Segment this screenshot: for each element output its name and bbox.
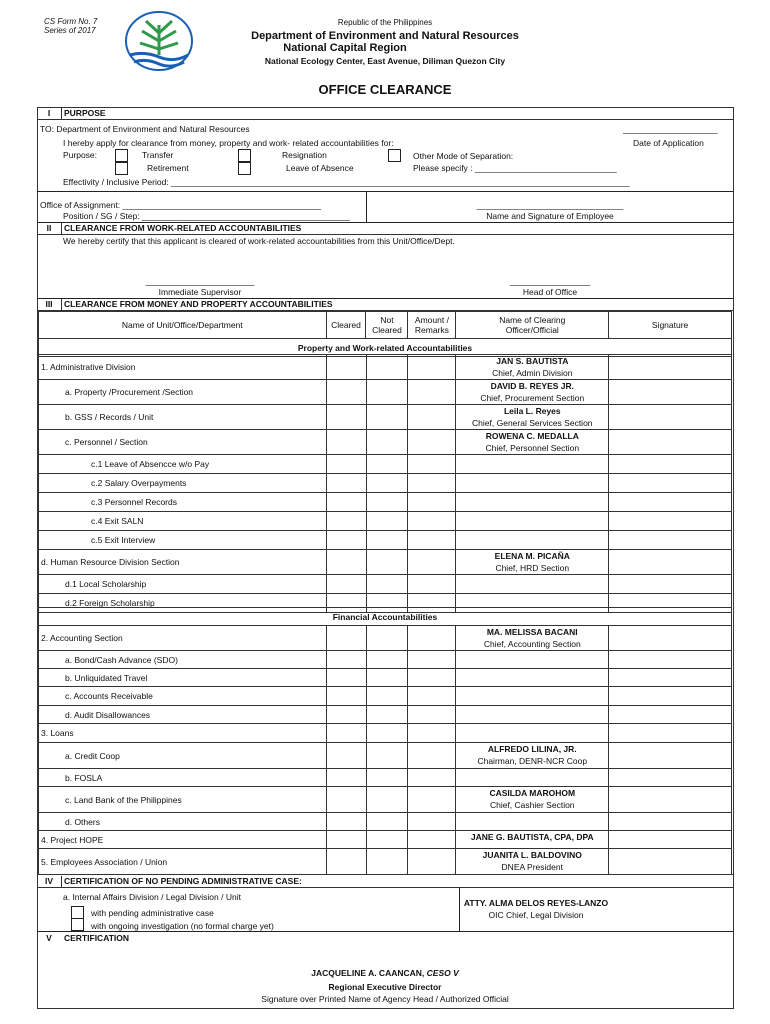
- section-2-header: II CLEARANCE FROM WORK-RELATED ACCOUNTABILITIES: [37, 222, 733, 235]
- section-4-header: IV CERTIFICATION OF NO PENDING ADMINISTRATIVE CASE:: [37, 874, 733, 888]
- unit-name: c. Accounts Receivable: [39, 687, 327, 706]
- clearing-officer: [456, 355, 609, 380]
- officer-name: Leila L. Reyes: [503, 406, 561, 416]
- to-line: TO: Department of Environment and Natural Resources: [40, 124, 250, 134]
- table-row: [39, 531, 732, 550]
- unit-name: d.2 Foreign Scholarship: [39, 594, 327, 613]
- cleared-cell[interactable]: [326, 743, 366, 769]
- remarks-cell[interactable]: [408, 706, 456, 724]
- remarks-cell[interactable]: [408, 430, 456, 455]
- col-officer: Name of Clearing Officer/Official: [456, 312, 609, 339]
- legal-officer-title: OIC Chief, Legal Division: [488, 910, 584, 920]
- unit-name: c.2 Salary Overpayments: [39, 474, 327, 493]
- table-row: [39, 626, 732, 651]
- table-row: [39, 687, 732, 706]
- not-cleared-cell[interactable]: [366, 743, 408, 769]
- table-row: [39, 849, 732, 875]
- resignation-checkbox[interactable]: [238, 149, 251, 162]
- remarks-cell[interactable]: [408, 769, 456, 787]
- unit-name: a. Bond/Cash Advance (SDO): [39, 651, 327, 669]
- cleared-cell[interactable]: [326, 455, 366, 474]
- signature-cell[interactable]: [609, 575, 732, 594]
- unit-name: 5. Employees Association / Union: [39, 849, 327, 875]
- officer-title: Chief, Admin Division: [492, 368, 573, 378]
- signature-cell[interactable]: [609, 813, 732, 831]
- not-cleared-cell[interactable]: [366, 769, 408, 787]
- denr-logo: [124, 11, 194, 71]
- remarks-cell[interactable]: [408, 493, 456, 512]
- signature-cell[interactable]: [609, 405, 732, 430]
- head-of-office-label: Head of Office: [522, 287, 578, 297]
- remarks-cell[interactable]: [408, 849, 456, 875]
- not-cleared-cell[interactable]: [366, 512, 408, 531]
- remarks-cell[interactable]: [408, 724, 456, 743]
- unit-name: a. Credit Coop: [39, 743, 327, 769]
- remarks-cell[interactable]: [408, 405, 456, 430]
- cleared-cell[interactable]: [326, 787, 366, 813]
- officer-name: DAVID B. REYES JR.: [490, 381, 575, 391]
- cleared-cell[interactable]: [326, 405, 366, 430]
- unit-name: c.1 Leave of Absencce w/o Pay: [39, 455, 327, 474]
- col-not-cleared: Not Cleared: [366, 312, 408, 339]
- clearing-officer: [456, 849, 609, 875]
- column-header-table: [38, 311, 732, 357]
- signature-cell[interactable]: [609, 687, 732, 706]
- not-cleared-cell[interactable]: [366, 651, 408, 669]
- remarks-cell[interactable]: [408, 626, 456, 651]
- unit-name: c.3 Personnel Records: [39, 493, 327, 512]
- remarks-cell[interactable]: [408, 512, 456, 531]
- unit-name: d. Human Resource Division Section: [39, 550, 327, 575]
- signature-cell[interactable]: [609, 474, 732, 493]
- signature-cell[interactable]: [609, 455, 732, 474]
- clearing-officer: [456, 743, 609, 769]
- not-cleared-cell[interactable]: [366, 405, 408, 430]
- not-cleared-cell[interactable]: [366, 531, 408, 550]
- form-number: CS Form No. 7: [44, 17, 98, 26]
- cleared-cell[interactable]: [326, 512, 366, 531]
- transfer-checkbox[interactable]: [115, 149, 128, 162]
- remarks-cell[interactable]: [408, 743, 456, 769]
- unit-name: b. GSS / Records / Unit: [39, 405, 327, 430]
- unit-name: c.5 Exit Interview: [39, 531, 327, 550]
- remarks-cell[interactable]: [408, 651, 456, 669]
- not-cleared-cell[interactable]: [366, 687, 408, 706]
- signature-cell[interactable]: [609, 669, 732, 687]
- clearing-officer: [456, 455, 609, 474]
- clearing-officer: [456, 724, 609, 743]
- date-line: ____________________: [623, 124, 718, 134]
- table-row: [39, 380, 732, 405]
- clearing-officer: [456, 575, 609, 594]
- cleared-cell[interactable]: [326, 355, 366, 380]
- cleared-cell[interactable]: [326, 687, 366, 706]
- signature-cell[interactable]: [609, 531, 732, 550]
- table-row: [39, 706, 732, 724]
- other-mode-checkbox[interactable]: [388, 149, 401, 162]
- cleared-cell[interactable]: [326, 550, 366, 575]
- officer-name: MA. MELISSA BACANI: [486, 627, 578, 637]
- cleared-cell[interactable]: [326, 380, 366, 405]
- supervisor-signature-line[interactable]: _______________________: [145, 276, 255, 286]
- remarks-cell[interactable]: [408, 813, 456, 831]
- officer-name: ELENA M. PICAÑA: [494, 551, 570, 561]
- not-cleared-cell[interactable]: [366, 724, 408, 743]
- agency-head-position: Regional Executive Director: [328, 982, 442, 992]
- table-row: [39, 512, 732, 531]
- clearing-officer: [456, 669, 609, 687]
- officer-title: Chief, General Services Section: [472, 418, 593, 428]
- unit-name: 4. Project HOPE: [39, 831, 327, 849]
- agency-head-caption[interactable]: Signature over Printed Name of Agency Head / Authorized Official: [261, 994, 509, 1004]
- clearing-officer: [456, 813, 609, 831]
- signature-cell[interactable]: [609, 724, 732, 743]
- officer-title: Chief, Procurement Section: [480, 393, 585, 403]
- republic-label: Republic of the Philippines: [337, 18, 433, 27]
- work-certify-statement: We hereby certify that this applicant is cleared of work-related accountabilities from this Unit/Office/Dept.: [63, 236, 455, 246]
- unit-name: d. Others: [39, 813, 327, 831]
- not-cleared-cell[interactable]: [366, 575, 408, 594]
- remarks-cell[interactable]: [408, 575, 456, 594]
- cleared-cell[interactable]: [326, 651, 366, 669]
- table-row: [39, 831, 732, 849]
- clearing-officer: [456, 405, 609, 430]
- remarks-cell[interactable]: [408, 787, 456, 813]
- purpose-label: Purpose:: [63, 150, 98, 160]
- apply-statement: I hereby apply for clearance from money, property and work- related accountabilities for:: [63, 138, 394, 148]
- officer-title: Chief, HRD Section: [495, 563, 570, 573]
- unit-name: c. Personnel / Section: [39, 430, 327, 455]
- signature-cell[interactable]: [609, 493, 732, 512]
- clearing-officer: [456, 651, 609, 669]
- cleared-cell[interactable]: [326, 430, 366, 455]
- remarks-cell[interactable]: [408, 474, 456, 493]
- cleared-cell[interactable]: [326, 669, 366, 687]
- cleared-cell[interactable]: [326, 724, 366, 743]
- signature-cell[interactable]: [609, 512, 732, 531]
- clearing-officer: [456, 430, 609, 455]
- not-cleared-cell[interactable]: [366, 831, 408, 849]
- remarks-cell[interactable]: [408, 380, 456, 405]
- section-2-title: CLEARANCE FROM WORK-RELATED ACCOUNTABILITIES: [64, 223, 302, 233]
- officer-name: CASILDA MAROHOM: [489, 788, 576, 798]
- table-row: [39, 769, 732, 787]
- remarks-cell[interactable]: [408, 669, 456, 687]
- unit-name: c.4 Exit SALN: [39, 512, 327, 531]
- employee-signature-label: Name and Signature of Employee: [486, 211, 614, 221]
- unit-name: 1. Administrative Division: [39, 355, 327, 380]
- table-row: [39, 575, 732, 594]
- table-row: [39, 669, 732, 687]
- other-mode-label: Other Mode of Separation:: [413, 151, 514, 161]
- position-field[interactable]: Position / SG / Step: ____________________________________________: [63, 211, 350, 221]
- clearing-officer: [456, 380, 609, 405]
- cleared-cell[interactable]: [326, 849, 366, 875]
- section-5-title: CERTIFICATION: [64, 933, 130, 943]
- unit-name: b. Unliquidated Travel: [39, 669, 327, 687]
- clearing-officer: [456, 512, 609, 531]
- officer-name: ALFREDO LILINA, JR.: [487, 744, 577, 754]
- remarks-cell[interactable]: [408, 355, 456, 380]
- table-row: [39, 550, 732, 575]
- not-cleared-cell[interactable]: [366, 849, 408, 875]
- internal-affairs-label: a. Internal Affairs Division / Legal Division / Unit: [63, 892, 241, 902]
- table-row: [39, 355, 732, 380]
- not-cleared-cell[interactable]: [366, 493, 408, 512]
- not-cleared-cell[interactable]: [366, 550, 408, 575]
- pending-case-label: with pending administrative case: [91, 908, 214, 918]
- table-row: [39, 787, 732, 813]
- cleared-cell[interactable]: [326, 831, 366, 849]
- clearing-officer: [456, 831, 609, 849]
- region-name: National Capital Region: [283, 42, 407, 54]
- remarks-cell[interactable]: [408, 531, 456, 550]
- remarks-cell[interactable]: [408, 831, 456, 849]
- officer-title: DNEA President: [501, 862, 563, 872]
- supervisor-label: Immediate Supervisor: [158, 287, 242, 297]
- cleared-cell[interactable]: [326, 531, 366, 550]
- signature-cell[interactable]: [609, 550, 732, 575]
- not-cleared-cell[interactable]: [366, 626, 408, 651]
- unit-name: b. FOSLA: [39, 769, 327, 787]
- date-label: Date of Application: [633, 138, 704, 148]
- table-row: [39, 405, 732, 430]
- section-5-header: V CERTIFICATION: [46, 933, 130, 943]
- col-unit: Name of Unit/Office/Department: [39, 312, 327, 339]
- head-signature-line[interactable]: _________________: [509, 276, 591, 286]
- signature-cell[interactable]: [609, 651, 732, 669]
- officer-title: Chief, Personnel Section: [485, 443, 580, 453]
- cleared-cell[interactable]: [326, 813, 366, 831]
- leave-checkbox[interactable]: [238, 162, 251, 175]
- retirement-checkbox[interactable]: [115, 162, 128, 175]
- table-row: [39, 455, 732, 474]
- unit-name: 3. Loans: [39, 724, 327, 743]
- clearing-officer: [456, 769, 609, 787]
- unit-name: d. Audit Disallowances: [39, 706, 327, 724]
- page-title: OFFICE CLEARANCE: [318, 82, 452, 97]
- signature-cell[interactable]: [609, 380, 732, 405]
- table-row: [39, 651, 732, 669]
- section-1-title: PURPOSE: [64, 108, 106, 118]
- not-cleared-cell[interactable]: [366, 430, 408, 455]
- not-cleared-cell[interactable]: [366, 355, 408, 380]
- financial-heading: Financial Accountabilities: [39, 608, 732, 626]
- table-row: [39, 743, 732, 769]
- office-assignment-field[interactable]: Office of Assignment: __________________________________________: [40, 200, 322, 210]
- financial-table: [38, 607, 732, 875]
- form-series: Series of 2017: [44, 26, 96, 35]
- signature-cell[interactable]: [609, 787, 732, 813]
- ongoing-investigation-label: with ongoing investigation (no formal charge yet): [91, 921, 274, 931]
- signature-cell[interactable]: [609, 831, 732, 849]
- cleared-cell[interactable]: [326, 769, 366, 787]
- transfer-label: Transfer: [142, 150, 174, 160]
- cleared-cell[interactable]: [326, 493, 366, 512]
- officer-name: JAN S. BAUTISTA: [496, 356, 569, 366]
- officer-name: JANE G. BAUTISTA, CPA, DPA: [470, 832, 594, 842]
- signature-cell[interactable]: [609, 706, 732, 724]
- property-heading: Property and Work-related Accountabilities: [39, 339, 732, 357]
- legal-officer-name: ATTY. ALMA DELOS REYES-LANZO: [463, 898, 609, 908]
- unit-name: a. Property /Procurement /Section: [39, 380, 327, 405]
- please-specify-field[interactable]: Please specify : ______________________________: [413, 163, 617, 173]
- officer-name: JUANITA L. BALDOVINO: [482, 850, 582, 860]
- table-row: [39, 430, 732, 455]
- cleared-cell[interactable]: [326, 575, 366, 594]
- signature-cell[interactable]: [609, 355, 732, 380]
- remarks-cell[interactable]: [408, 455, 456, 474]
- not-cleared-cell[interactable]: [366, 455, 408, 474]
- signature-cell[interactable]: [609, 849, 732, 875]
- officer-title: Chief, Accounting Section: [483, 639, 581, 649]
- address: National Ecology Center, East Avenue, Diliman Quezon City: [264, 56, 506, 66]
- ongoing-investigation-checkbox[interactable]: [71, 918, 84, 931]
- leave-label: Leave of Absence: [286, 163, 354, 173]
- table-row: [39, 474, 732, 493]
- not-cleared-cell[interactable]: [366, 669, 408, 687]
- col-cleared: Cleared: [326, 312, 366, 339]
- effectivity-field[interactable]: Effectivity / Inclusive Period: _________________________________________________________________________________________________: [63, 177, 630, 187]
- resignation-label: Resignation: [282, 150, 327, 160]
- col-signature: Signature: [609, 312, 732, 339]
- clearing-officer: [456, 493, 609, 512]
- retirement-label: Retirement: [147, 163, 189, 173]
- cleared-cell[interactable]: [326, 626, 366, 651]
- table-row: [39, 813, 732, 831]
- remarks-cell[interactable]: [408, 550, 456, 575]
- not-cleared-cell[interactable]: [366, 380, 408, 405]
- signature-cell[interactable]: [609, 769, 732, 787]
- unit-name: 2. Accounting Section: [39, 626, 327, 651]
- cleared-cell[interactable]: [326, 706, 366, 724]
- table-row: [39, 493, 732, 512]
- not-cleared-cell[interactable]: [366, 787, 408, 813]
- clearing-officer: [456, 474, 609, 493]
- remarks-cell[interactable]: [408, 687, 456, 706]
- clearing-officer: [456, 706, 609, 724]
- section-3-header: III CLEARANCE FROM MONEY AND PROPERTY ACCOUNTABILITIES: [37, 298, 733, 311]
- table-row: [39, 724, 732, 743]
- signature-cell[interactable]: [609, 626, 732, 651]
- not-cleared-cell[interactable]: [366, 706, 408, 724]
- officer-title: Chief, Cashier Section: [489, 800, 575, 810]
- not-cleared-cell[interactable]: [366, 813, 408, 831]
- clearing-officer: [456, 550, 609, 575]
- employee-signature-line[interactable]: _______________________________: [476, 200, 624, 210]
- property-table: [38, 354, 732, 613]
- not-cleared-cell[interactable]: [366, 474, 408, 493]
- agency-head-name: JACQUELINE A. CAANCAN, CESO V: [311, 968, 459, 978]
- cleared-cell[interactable]: [326, 474, 366, 493]
- officer-name: ROWENA C. MEDALLA: [485, 431, 579, 441]
- unit-name: c. Land Bank of the Philippines: [39, 787, 327, 813]
- unit-name: d.1 Local Scholarship: [39, 575, 327, 594]
- clearing-officer: [456, 531, 609, 550]
- section-1-header: I PURPOSE: [37, 107, 733, 120]
- department-name: Department of Environment and Natural Resources: [251, 30, 519, 42]
- clearing-officer: [456, 687, 609, 706]
- clearing-officer: [456, 626, 609, 651]
- section-3-title: CLEARANCE FROM MONEY AND PROPERTY ACCOUNTABILITIES: [64, 299, 333, 309]
- col-amount: Amount / Remarks: [408, 312, 456, 339]
- signature-cell[interactable]: [609, 430, 732, 455]
- clearing-officer: [456, 787, 609, 813]
- section-4-title: CERTIFICATION OF NO PENDING ADMINISTRATIVE CASE:: [64, 876, 302, 886]
- signature-cell[interactable]: [609, 743, 732, 769]
- officer-title: Chairman, DENR-NCR Coop: [477, 756, 588, 766]
